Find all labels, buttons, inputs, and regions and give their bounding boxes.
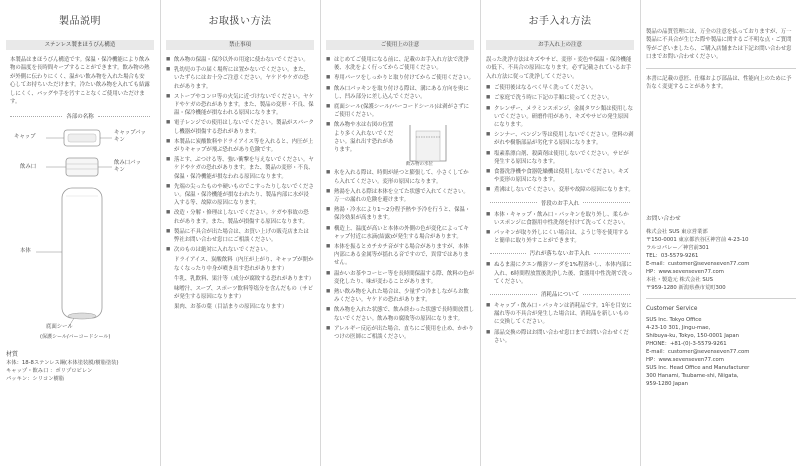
contact-line: TEL：03-5579-9261	[646, 252, 699, 259]
list-item: ■ 本体を振るとカチカチ音がする場合がありますが、本体内部にある金属等が揺れる音ですので、異常ではありません。	[326, 244, 469, 267]
list-item: ■ 飲み物を入れた状態で、飲み終わった状態で長時間放置しないでください。飲み物の腐敗等の原因になります。	[326, 307, 474, 322]
material-body: 本体：18-8ステンレス鋼(本体塗装膜/樹脂塗装)	[6, 360, 119, 367]
panel-title: 製品説明	[59, 16, 101, 27]
divider	[646, 298, 796, 299]
panel-product-description	[6, 0, 154, 466]
panel-usage-notes	[326, 0, 474, 466]
label-cap: キャップ	[14, 134, 36, 141]
fill-level-block	[326, 121, 474, 169]
contact-website: HP：www.sevenseven77.com	[646, 268, 724, 275]
daily-care-heading: 普段のお手入れ	[486, 199, 634, 207]
panel-title: お取扱い方法	[208, 16, 272, 27]
customer-service-title: Customer Service	[646, 305, 698, 312]
label-body: 本体	[20, 248, 31, 255]
panel-handling	[166, 0, 314, 466]
intro-text: 誤った洗浄方法はキズやサビ、変形・変色や保温・保冷機能の低下、不具合の原因になります。必ず記載されているお手入れ方法に従って洗浄してください。	[486, 57, 632, 80]
consumables-heading: 消耗品について	[486, 290, 634, 298]
list-item: ■ 次のものは絶対に入れないでください。	[166, 247, 272, 254]
panel-divider	[480, 0, 481, 466]
intro-text: 本製品はまほうびん構造です。保温・保冷機能により飲み物の温度を長時間キープすることができます。飲み物の熱が外側に伝わりにくく、温かい飲み物を入れた場合も安心してお持ちいただけます。冷たい飲み物を入れても結露しにくく、バッグや手を汚すことなくご使用いただけます。	[10, 57, 150, 106]
contact-line: 〒959-1280 新潟県燕市荒町300	[646, 284, 726, 291]
customer-line: 300 Hanami, Tsubame-shi, Niigata,	[646, 373, 739, 380]
panel-divider	[640, 0, 641, 466]
list-item: ■ 専用パーツをしっかりと取り付けてからご使用ください。	[326, 75, 474, 82]
contact-block	[646, 215, 796, 291]
sub-item: ドライアイス、炭酸飲料（内圧が上がり、キャップが開かなくなったり中身が噴き出す恐れがあります）	[174, 257, 314, 272]
section-band: ステンレス製まほうびん構造	[6, 40, 154, 50]
material-title: 材質	[6, 351, 19, 359]
section-band: お手入れ上の注意	[486, 40, 634, 50]
list-item: ■ 構造上、温度が高いと本体の外側の色が変化によってキャップ付近に水滴(結露)が発生する場合があります。	[326, 225, 469, 240]
material-packing: パッキン：シリコン樹脂	[6, 376, 65, 383]
stain-care-heading: 汚れが落ちないお手入れ	[486, 249, 634, 257]
list-item: ■ 温かいお茶やコーヒー等を長時間保温する際、飲料の色が変化したり、味が変わることがあります。	[326, 270, 474, 285]
contact-email: E-mail：customer@sevenseven77.com	[646, 260, 750, 267]
list-item: ■ 本体・キャップ・飲み口・パッキンを取り外し、柔らかいスポンジに食器用中性洗剤を付けて洗ってください。	[486, 211, 629, 226]
contact-line: 〒150-0001 東京都渋谷区神宮前 4-23-10	[646, 236, 749, 243]
list-item: ■ 本製品に炭酸飲料やドライアイス等を入れると、内圧が上がりキャップが飛ぶ恐れがあり危険です。	[166, 138, 314, 154]
customer-line: 959-1280 Japan	[646, 381, 688, 388]
spec-change-notice: 本書に記載の意匠、仕様および部品は、性能向上のために予告なく変更することがあります。	[646, 75, 792, 91]
customer-line: SUS Inc. Tokyo Office	[646, 317, 702, 324]
customer-line: 4-23-10 301, Jingu-mae,	[646, 325, 711, 332]
list-item: ■ 乳幼児の手の届く場所には置かないでください。また、いたずらにはお十分ご注意ください。ヤケドやケガの恐れがあります。	[166, 67, 309, 90]
list-item: ■ 熱い飲み物を入れた場合は、少量ずつ冷ましながらお飲みください。ヤケドの恐れがあります。	[326, 289, 469, 304]
list-item: ■ 製品に不具合が出た場合は、お買い上げの販売店または弊社お問い合わせ窓口にご相談ください。	[166, 228, 309, 244]
list-item: ■ アレルギー反応が出た場合、直ちにご使用を止め、かかりつけの医師にご相談ください。	[326, 325, 474, 341]
list-item: ■ 食器洗浄機や食器乾燥機は使用しないでください。キズや変形の原因になります。	[486, 169, 629, 184]
section-band: 禁止事項	[166, 40, 314, 50]
list-item: ■ ストーブやコンロ等の火気に近づけないでください。ヤケドやケガの恐れがあります。また、製品の変形・不良、保温・保冷機能が損なわれる原因になります。	[166, 93, 314, 117]
list-item: ■ 電子レンジでの使用はしないでください。製品がスパークし機器が損傷する恐れがあります。	[166, 120, 314, 135]
parts-diagram	[6, 124, 154, 334]
contact-title: お問い合わせ	[646, 216, 681, 223]
list-item: ■ 塩素系漂白剤、殺菌剤は使用しないでください。サビが発生する原因になります。	[486, 150, 629, 165]
list-item: ■ はじめてご使用になる前に、記載のお手入れ方法で洗浄後、水洗をよく行ってからご使用ください。	[326, 57, 469, 72]
section-band: ご使用上の注意	[326, 40, 474, 50]
label-cap-packing: キャップパッキン	[114, 130, 146, 144]
list-item: ■ 先端の尖ったものや硬いものでこすったりしないでください。保温・保冷機能が損なわれたり、製品内部に水が浸入する等、故障の原因になります。	[166, 183, 314, 207]
sub-item: 牛乳、乳飲料、果汁等（成分が腐敗する恐れがあります）	[174, 275, 314, 282]
list-item: ■ 煮沸はしないでください。変形や故障の原因になります。	[486, 187, 634, 194]
list-item: ■ 飲み物や水は右図の位置より多く入れないでください。溢れ出す恐れがあります。	[326, 122, 394, 154]
label-mouth: 飲み口	[20, 164, 37, 171]
list-item: ■ 熱湯を入れる際は本体を立てた状態で入れてください。万一の漏れの危険を避けます。	[326, 188, 469, 204]
fill-diagram	[396, 121, 474, 169]
list-item: ■ シンナー、ベンジン等は使用しないでください。塗料の剥がれや樹脂部品が劣化する原因になります。	[486, 132, 634, 147]
material-cap: キャップ・飲み口 ：ポリプロピレン	[6, 368, 93, 375]
customer-line: Shibuya-ku, Tokyo, 150-0001 Japan	[646, 333, 739, 340]
bottle-diagram	[6, 124, 154, 334]
contact-line: 株式会社 SUS 東京営業部	[646, 228, 708, 235]
list-item: ■ 飲み物の保温・保冷以外の用途に使わないでください。	[166, 57, 309, 63]
sub-item: 果肉、お茶の葉（目詰まりの原因になります）	[174, 304, 288, 311]
divider	[646, 68, 796, 69]
panel-care	[486, 0, 634, 466]
list-item: ■ ご使用後はなるべく早く洗ってください。	[486, 85, 597, 92]
list-item: ■ 氷を入れる際は、時間が経つと膨張して、小さくしてから入れてください。変形の原因になります。	[326, 170, 469, 185]
sub-item: 味噌汁、スープ、スポーツ飲料等塩分を含んだもの（サビが発生する原因になります）	[174, 286, 313, 301]
panel-title	[326, 14, 474, 30]
list-item: ■ 部品交換の際はお問い合わせ窓口までお問い合わせください。	[486, 329, 629, 344]
parts-heading: 各部の名称	[6, 112, 154, 120]
customer-email: E-mail：customer@sevenseven77.com	[646, 349, 750, 356]
list-item: ■ ご家庭で洗う時に下記の手順に従ってください。	[486, 95, 613, 102]
customer-website: HP：www.sevenseven77.com	[646, 357, 724, 364]
list-item: ■ 底面シール(保護シール/バーコードシール)は剥がさずにご使用ください。	[326, 104, 470, 119]
panel-divider	[160, 0, 161, 466]
customer-line: SUS Inc. Head Office and Manufacturer	[646, 365, 750, 372]
list-item: ■ パッキンが取り外しにくい場合は、ようじ等を使用すると簡単に取り外すことができます。	[486, 230, 629, 245]
contact-line: ラルコパレー／神宮前301	[646, 244, 709, 251]
list-item: ■ 熱湯・冷水により1〜2分程予熱や予冷を行うと、保温・保冷効果が高まります。	[326, 207, 471, 222]
customer-service-block	[646, 305, 796, 388]
list-item: ■ クレンザー、メラミンスポンジ、金属タワシ類は使用しないでください。研磨作用があり、キズやサビの発生原因になります。	[486, 105, 634, 129]
contact-line: 本社・製造元 株式会社 SUS	[646, 276, 713, 283]
list-item: ■ 落とす、ぶつける等、強い衝撃を与えないでください。ヤケドやケガの恐れがあります。また、製品の変形・不良、保温・保冷機能が損なわれる原因になります。	[166, 157, 314, 180]
quality-notice: 製品の品質管理には、万全の注意を払っておりますが、万一製品に不具合が生じた際や製品に関するご不明な点・ご質問等がございましたら、ご購入店舗または下記お問い合わせ窓口までお問い合わせください。	[646, 29, 792, 61]
panel-contact	[646, 0, 796, 466]
bottle-fill-icon	[396, 121, 468, 168]
label-mouth-packing: 飲み口パッキン	[114, 160, 141, 174]
list-item: ■ ぬるま湯にクエン酸溶ソーダを1%程溶かし、本体内部に入れ、6時間程放置後洗浄した後、食器用中性洗剤で洗ってください。	[486, 262, 633, 285]
list-item: ■ キャップ・飲み口・パッキンは消耗品です。1年を目安に漏れ等の不具合が発生した場合は、消耗品を新しいものに交換してください。	[486, 303, 632, 326]
list-item: ■ 改造・分解・修理はしないでください。ケガや事故の恐れがあります。また、製品が損傷する原因になります。	[166, 210, 309, 225]
fill-level-label: 飲み物の水位	[406, 162, 433, 168]
list-item: ■ 飲み口パッキンを取り付ける際は、溝にある方向を奥にし、凹み部分に差し込んでください。	[326, 85, 469, 100]
label-bottom-seal-sub: (保護シール/バーコードシール)	[40, 334, 111, 341]
panel-divider	[320, 0, 321, 466]
label-bottom-seal: 底面シール	[46, 324, 73, 331]
panel-title: お手入れ方法	[528, 16, 592, 27]
customer-line: PHONE：+81-(0)-3-5579-9261	[646, 341, 727, 348]
